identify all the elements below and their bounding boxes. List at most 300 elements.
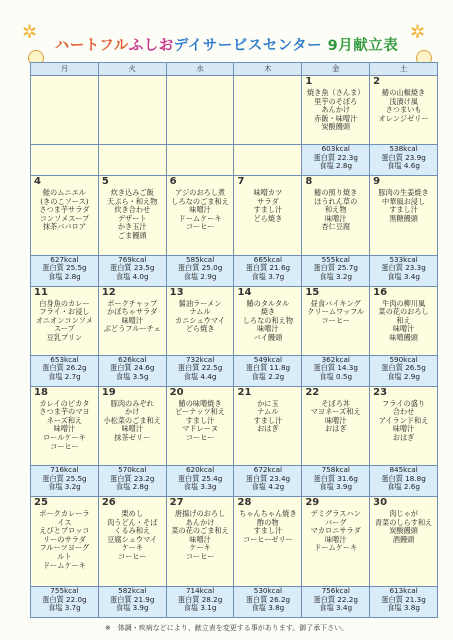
sparkle-icon: ✲ bbox=[410, 22, 426, 43]
nutrition-cell bbox=[31, 355, 99, 386]
menu-item: イス bbox=[57, 517, 72, 527]
menu-item: 中華風お浸し bbox=[382, 196, 426, 206]
menu-item: すまし汁 bbox=[253, 526, 283, 536]
nutrition-kcal: 653kcal bbox=[50, 355, 79, 364]
nutrition-cell bbox=[370, 145, 438, 176]
day-cell bbox=[166, 176, 234, 255]
menu-item: 炊き込みご飯 bbox=[110, 188, 154, 198]
menu-item: 味噌カツ bbox=[253, 188, 283, 198]
menu-item: 豆乳プリン bbox=[46, 332, 83, 342]
day-number: 18 bbox=[34, 386, 48, 398]
menu-item: リーのサラダ bbox=[42, 534, 86, 544]
menu-item: 抹茶ゼリー bbox=[114, 432, 151, 442]
menu-item: スープ bbox=[53, 324, 75, 334]
nutrition-salt: 食塩 3.9g bbox=[115, 603, 149, 613]
empty-cell bbox=[31, 76, 99, 145]
nutrition-protein: 蛋白質 23.3g bbox=[381, 263, 426, 273]
nutrition-kcal: 665kcal bbox=[253, 255, 283, 264]
menu-item: アジのおろし煮 bbox=[175, 188, 226, 198]
menu-item: 赤飯・味噌汁 bbox=[314, 113, 358, 123]
nutrition-salt: 食塩 3.2g bbox=[319, 271, 353, 281]
day-number: 27 bbox=[169, 497, 184, 509]
nutrition-salt: 食塩 2.8g bbox=[115, 482, 149, 492]
empty-cell bbox=[31, 145, 99, 176]
day-number: 25 bbox=[34, 497, 48, 509]
week-menu-row bbox=[31, 286, 438, 355]
nutrition-protein: 蛋白質 23.4g bbox=[245, 473, 291, 483]
nutrition-kcal: 362kcal bbox=[321, 355, 350, 364]
nutrition-cell bbox=[234, 355, 302, 386]
menu-item: 青菜のしらす和え bbox=[374, 517, 433, 527]
nutrition-protein: 蛋白質 26.2g bbox=[245, 594, 291, 604]
empty-cell bbox=[98, 145, 166, 176]
menu-item: ドームケーキ bbox=[42, 560, 86, 570]
menu-item: ごま饅頭 bbox=[117, 231, 147, 241]
day-cell bbox=[31, 497, 99, 587]
menu-item: ドームケーキ bbox=[314, 543, 358, 553]
nutrition-kcal: 626kcal bbox=[118, 355, 147, 364]
day-cell bbox=[302, 286, 370, 355]
menu-item: コーヒー bbox=[185, 552, 215, 562]
nutrition-kcal: 582kcal bbox=[118, 586, 147, 595]
day-cell bbox=[370, 76, 438, 145]
nutrition-cell bbox=[98, 255, 166, 286]
nutrition-protein: 蛋白質 22.2g bbox=[313, 594, 358, 604]
nutrition-cell bbox=[370, 587, 438, 618]
nutrition-cell bbox=[31, 255, 99, 286]
nutrition-kcal: 627kcal bbox=[50, 255, 79, 264]
nutrition-salt: 食塩 3.7g bbox=[48, 603, 81, 613]
nutrition-protein: 蛋白質 25.0g bbox=[177, 263, 223, 273]
day-cell bbox=[98, 386, 166, 465]
nutrition-protein: 蛋白質 21.9g bbox=[110, 594, 155, 604]
day-number: 7 bbox=[237, 176, 245, 188]
menu-item: コーヒー bbox=[185, 222, 215, 232]
nutrition-cell bbox=[302, 145, 370, 176]
nutrition-protein: 蛋白質 25.5g bbox=[42, 473, 87, 483]
nutrition-kcal: 769kcal bbox=[118, 255, 147, 264]
menu-calendar bbox=[30, 62, 438, 618]
menu-item: 豚肉のみぞれ bbox=[110, 398, 154, 408]
menu-item: さつま芋のマヨ bbox=[39, 407, 90, 417]
menu-item: コーヒー bbox=[50, 441, 79, 451]
day-cell bbox=[302, 76, 370, 145]
nutrition-salt: 食塩 4.0g bbox=[115, 271, 149, 281]
menu-item: すまし汁 bbox=[185, 415, 215, 425]
nutrition-cell bbox=[370, 255, 438, 286]
nutrition-cell bbox=[302, 255, 370, 286]
menu-item: ポークチャップ bbox=[107, 298, 158, 308]
nutrition-kcal: 555kcal bbox=[321, 255, 350, 264]
nutrition-kcal: 549kcal bbox=[253, 355, 283, 364]
nutrition-salt: 食塩 3.5g bbox=[115, 371, 149, 381]
day-number: 20 bbox=[169, 386, 184, 398]
menu-item: 焼き bbox=[260, 307, 276, 317]
menu-item: オニオンコンソメ bbox=[35, 315, 93, 325]
menu-item: 杏仁豆腐 bbox=[321, 222, 351, 232]
nutrition-cell bbox=[302, 587, 370, 618]
day-cell bbox=[31, 176, 99, 255]
week-menu-row bbox=[31, 386, 438, 465]
menu-item: 味噌汁 bbox=[53, 424, 76, 434]
menu-item: かけ bbox=[125, 407, 140, 417]
menu-item: しろなのごま和え bbox=[171, 196, 229, 206]
nutrition-kcal: 613kcal bbox=[389, 586, 418, 595]
day-cell bbox=[370, 176, 438, 255]
menu-item: バーグ bbox=[324, 517, 347, 527]
menu-item: コンソメスープ bbox=[39, 213, 90, 223]
day-number: 23 bbox=[373, 386, 388, 398]
nutrition-protein: 蛋白質 28.2g bbox=[177, 594, 223, 604]
day-number: 4 bbox=[34, 176, 41, 188]
day-number: 15 bbox=[305, 286, 320, 298]
menu-item: 和え bbox=[396, 315, 411, 325]
menu-item: 味噌汁 bbox=[189, 205, 211, 215]
weekday-header: 火 bbox=[98, 63, 166, 76]
menu-item: ケーキ bbox=[189, 543, 211, 553]
menu-item: ケーキ bbox=[121, 543, 144, 553]
menu-item: あんかけ bbox=[321, 105, 351, 115]
menu-item: コーヒー bbox=[321, 315, 350, 325]
menu-item: 昼食バイキング bbox=[310, 298, 361, 308]
menu-item: 白身魚のカレー bbox=[39, 298, 90, 308]
nutrition-protein: 蛋白質 21.3g bbox=[381, 594, 426, 604]
nutrition-cell bbox=[166, 255, 234, 286]
menu-item: 味噌汁 bbox=[121, 424, 144, 434]
menu-item: 菜の花のおろし bbox=[378, 307, 429, 317]
menu-item: おはぎ bbox=[324, 424, 347, 434]
day-cell bbox=[370, 497, 438, 587]
menu-item: ナムル bbox=[257, 407, 279, 417]
menu-item: フルーツヨーグ bbox=[39, 543, 90, 553]
day-number: 2 bbox=[373, 76, 381, 87]
menu-item: 栗めし bbox=[121, 509, 144, 519]
week-nutrition-row bbox=[31, 255, 438, 286]
nutrition-salt: 食塩 4.6g bbox=[387, 161, 420, 171]
nutrition-kcal: 530kcal bbox=[253, 586, 283, 595]
week-menu-row bbox=[31, 76, 438, 145]
day-cell bbox=[98, 176, 166, 255]
nutrition-protein: 蛋白質 22.0g bbox=[42, 594, 87, 604]
menu-item: カニシュウマイ bbox=[175, 315, 226, 325]
nutrition-protein: 蛋白質 24.6g bbox=[110, 363, 155, 373]
nutrition-kcal: 714kcal bbox=[185, 586, 215, 595]
day-cell bbox=[166, 286, 234, 355]
nutrition-salt: 食塩 3.7g bbox=[251, 271, 285, 281]
day-cell bbox=[31, 386, 99, 465]
nutrition-protein: 蛋白質 31.6g bbox=[313, 473, 358, 483]
menu-item: どら焼き bbox=[253, 213, 283, 223]
nutrition-kcal: 756kcal bbox=[321, 586, 350, 595]
page-title: ハートフルふしおデイサービスセンター 9月献立表 bbox=[54, 38, 399, 54]
menu-item: かき玉汁 bbox=[117, 222, 147, 232]
nutrition-protein: 蛋白質 25.5g bbox=[42, 263, 87, 273]
nutrition-cell bbox=[98, 355, 166, 386]
nutrition-cell bbox=[234, 587, 302, 618]
empty-cell bbox=[166, 145, 234, 176]
menu-item: 黒糖饅頭 bbox=[389, 213, 418, 223]
nutrition-salt: 食塩 2.8g bbox=[48, 271, 81, 281]
day-number: 11 bbox=[34, 286, 48, 298]
nutrition-cell bbox=[31, 466, 99, 497]
nutrition-kcal: 672kcal bbox=[253, 465, 283, 475]
menu-item: ピーナッツ和え bbox=[175, 407, 226, 417]
day-number: 6 bbox=[169, 176, 177, 188]
nutrition-salt: 食塩 3.9g bbox=[319, 482, 353, 492]
day-cell bbox=[98, 286, 166, 355]
nutrition-kcal: 758kcal bbox=[321, 465, 350, 475]
nutrition-salt: 食塩 2.9g bbox=[387, 371, 420, 381]
day-number: 30 bbox=[373, 497, 388, 509]
nutrition-kcal: 570kcal bbox=[118, 465, 147, 475]
menu-item: 味噌汁 bbox=[392, 424, 415, 434]
nutrition-cell bbox=[234, 466, 302, 497]
menu-item: 菜の花のごま和え bbox=[171, 526, 229, 536]
menu-item: 里芋のそぼろ bbox=[314, 96, 358, 106]
nutrition-protein: 蛋白質 11.8g bbox=[245, 363, 291, 373]
menu-item: 炊き合わせ bbox=[114, 205, 151, 215]
menu-item: すまし汁 bbox=[253, 205, 283, 215]
nutrition-protein: 蛋白質 23.5g bbox=[110, 263, 155, 273]
menu-item: ルト bbox=[57, 552, 72, 562]
weekday-header: 木 bbox=[234, 63, 302, 76]
menu-item: マヨネーズ和え bbox=[310, 407, 361, 417]
menu-item: ほうれん草の bbox=[314, 196, 358, 206]
menu-item: コーヒーゼリー bbox=[242, 534, 293, 544]
nutrition-kcal: 845kcal bbox=[389, 465, 418, 475]
menu-item: 酒饅頭 bbox=[392, 534, 415, 544]
menu-item: クリームワッフル bbox=[307, 307, 365, 317]
menu-item: 味噌汁 bbox=[189, 534, 211, 544]
empty-cell bbox=[98, 76, 166, 145]
menu-item: 豚肉の生姜焼き bbox=[378, 188, 429, 198]
menu-item: 酢の物 bbox=[257, 517, 279, 527]
menu-item: 鰆のタルタル bbox=[246, 298, 290, 308]
menu-item: すまし汁 bbox=[389, 205, 418, 215]
day-number bbox=[31, 76, 98, 89]
menu-item: ぶどうフルーチェ bbox=[103, 324, 161, 334]
menu-item: バイ饅頭 bbox=[253, 332, 283, 342]
menu-item: 天ぷら・和え物 bbox=[107, 196, 158, 206]
menu-item: 牛肉の柳川風 bbox=[382, 298, 426, 308]
nutrition-salt: 食塩 0.5g bbox=[319, 371, 353, 381]
week-nutrition-row bbox=[31, 145, 438, 176]
day-cell bbox=[370, 386, 438, 465]
menu-item: 醤油ラーメン bbox=[178, 298, 222, 308]
menu-item: 浅漬け風 bbox=[389, 96, 418, 106]
day-number: 26 bbox=[101, 497, 116, 509]
menu-item: おはぎ bbox=[257, 424, 279, 434]
nutrition-protein: 蛋白質 25.7g bbox=[313, 263, 358, 273]
nutrition-cell bbox=[302, 466, 370, 497]
sparkle-icon: ✲ bbox=[22, 22, 38, 43]
menu-item: 合わせ bbox=[392, 407, 415, 417]
nutrition-cell bbox=[166, 466, 234, 497]
menu-item: 鰆の照り焼き bbox=[314, 188, 358, 198]
menu-item: さつま芋サラダ bbox=[39, 205, 90, 215]
nutrition-salt: 食塩 3.1g bbox=[183, 603, 217, 613]
nutrition-salt: 食塩 2.2g bbox=[251, 371, 285, 381]
nutrition-kcal: 603kcal bbox=[321, 144, 350, 154]
nutrition-protein: 蛋白質 21.6g bbox=[245, 263, 291, 273]
day-cell bbox=[302, 497, 370, 587]
day-cell bbox=[166, 386, 234, 465]
day-number: 8 bbox=[305, 176, 313, 188]
day-number: 29 bbox=[305, 497, 320, 509]
nutrition-kcal: 538kcal bbox=[389, 144, 418, 154]
menu-item: ロールケーキ bbox=[42, 432, 86, 442]
menu-item: 炭酸饅頭 bbox=[321, 122, 351, 132]
nutrition-salt: 食塩 3.3g bbox=[183, 482, 217, 492]
menu-item: 豆腐シュウマイ bbox=[107, 534, 158, 544]
nutrition-cell bbox=[302, 355, 370, 386]
menu-item: 小松菜のごま和え bbox=[103, 415, 161, 425]
menu-item: 味噌汁 bbox=[257, 324, 279, 334]
day-number: 16 bbox=[373, 286, 388, 298]
menu-item: かぼちゃサラダ bbox=[107, 307, 158, 317]
menu-item: ネーズ和え bbox=[46, 415, 83, 425]
nutrition-cell bbox=[234, 255, 302, 286]
nutrition-salt: 食塩 3.4g bbox=[387, 271, 420, 281]
nutrition-salt: 食塩 3.8g bbox=[387, 603, 420, 613]
nutrition-cell bbox=[370, 466, 438, 497]
nutrition-salt: 食塩 2.9g bbox=[183, 271, 217, 281]
menu-item: 味噌饅頭 bbox=[389, 332, 418, 342]
menu-item: くるみ和え bbox=[114, 526, 151, 536]
menu-item: 鮭のムニエル bbox=[42, 188, 86, 198]
menu-item: おはぎ bbox=[392, 432, 415, 442]
menu-item: 和え物 bbox=[324, 205, 347, 215]
weekday-header-row bbox=[31, 63, 438, 76]
nutrition-salt: 食塩 4.2g bbox=[251, 482, 285, 492]
empty-cell bbox=[234, 76, 302, 145]
day-number: 21 bbox=[237, 386, 252, 398]
menu-item: コーヒー bbox=[118, 552, 147, 562]
menu-item: コーヒー bbox=[185, 432, 215, 442]
day-number: 12 bbox=[101, 286, 116, 298]
menu-item: 肉じゃが bbox=[389, 509, 418, 519]
menu-item: 唐揚げのおろし bbox=[174, 509, 226, 519]
menu-item: あんかけ bbox=[185, 517, 215, 527]
nutrition-protein: 蛋白質 23.9g bbox=[381, 152, 426, 162]
day-number: 13 bbox=[169, 286, 184, 298]
nutrition-cell bbox=[98, 466, 166, 497]
day-cell bbox=[302, 176, 370, 255]
nutrition-protein: 蛋白質 22.5g bbox=[177, 363, 223, 373]
day-number: 14 bbox=[237, 286, 252, 298]
day-cell bbox=[31, 286, 99, 355]
nutrition-kcal: 533kcal bbox=[389, 255, 418, 264]
menu-item: 鰆の山椒焼き bbox=[382, 88, 426, 97]
menu-item: サラダ bbox=[257, 196, 279, 206]
nutrition-salt: 食塩 2.6g bbox=[387, 482, 420, 492]
menu-item: 肉うどん・そば bbox=[107, 517, 158, 527]
menu-item: さつまいも bbox=[385, 105, 422, 115]
menu-item: ナムル bbox=[189, 307, 211, 317]
day-number: 28 bbox=[237, 497, 252, 509]
day-number: 1 bbox=[305, 76, 313, 87]
day-cell bbox=[302, 386, 370, 465]
menu-item: しろなの和え物 bbox=[242, 315, 294, 325]
day-cell bbox=[234, 386, 302, 465]
menu-item: 焼き魚（さんま） bbox=[306, 88, 365, 97]
weekday-header: 金 bbox=[302, 63, 370, 76]
nutrition-kcal: 590kcal bbox=[389, 355, 418, 364]
day-cell bbox=[234, 497, 302, 587]
menu-item: 味噌汁 bbox=[121, 315, 144, 325]
nutrition-cell bbox=[166, 355, 234, 386]
day-number: 5 bbox=[101, 176, 109, 188]
menu-item: 味噌汁 bbox=[324, 213, 347, 223]
week-nutrition-row bbox=[31, 355, 438, 386]
menu-item: えびとブロッコ bbox=[39, 526, 90, 536]
menu-item: デミグラスハン bbox=[310, 509, 361, 519]
day-cell bbox=[370, 286, 438, 355]
week-nutrition-row bbox=[31, 466, 438, 497]
day-cell bbox=[166, 497, 234, 587]
nutrition-cell bbox=[31, 587, 99, 618]
week-menu-row bbox=[31, 176, 438, 255]
menu-item: どら焼き bbox=[185, 324, 215, 334]
nutrition-protein: 蛋白質 25.4g bbox=[177, 473, 223, 483]
menu-item: ドームケーキ bbox=[178, 213, 222, 223]
day-number: 22 bbox=[305, 386, 320, 398]
weekday-header: 月 bbox=[31, 63, 99, 76]
day-number: 9 bbox=[373, 176, 381, 188]
menu-item: ちゃんちゃん焼き bbox=[239, 509, 297, 519]
nutrition-protein: 蛋白質 26.5g bbox=[381, 363, 426, 373]
menu-item: 味噌汁 bbox=[392, 324, 415, 334]
day-number bbox=[234, 76, 301, 89]
menu-item: (きのこソース) bbox=[40, 196, 89, 206]
menu-item: 味噌汁 bbox=[324, 415, 347, 425]
day-cell bbox=[98, 497, 166, 587]
weekday-header: 水 bbox=[166, 63, 234, 76]
menu-item: アイランド和え bbox=[378, 415, 429, 425]
nutrition-salt: 食塩 2.7g bbox=[48, 371, 81, 381]
menu-item: ポークカレーラ bbox=[39, 509, 90, 519]
nutrition-kcal: 620kcal bbox=[185, 465, 215, 475]
nutrition-protein: 蛋白質 18.8g bbox=[381, 473, 426, 483]
week-nutrition-row bbox=[31, 587, 438, 618]
week-menu-row bbox=[31, 497, 438, 587]
nutrition-salt: 食塩 3.8g bbox=[251, 603, 285, 613]
menu-item: マドレーヌ bbox=[182, 424, 219, 434]
menu-item: フライの盛り bbox=[382, 398, 426, 408]
day-number: 19 bbox=[101, 386, 116, 398]
day-cell bbox=[234, 176, 302, 255]
nutrition-protein: 蛋白質 23.2g bbox=[110, 473, 155, 483]
day-number bbox=[99, 76, 166, 89]
menu-item: かに玉 bbox=[257, 398, 279, 408]
nutrition-cell bbox=[98, 587, 166, 618]
menu-item: デザート bbox=[117, 213, 147, 223]
menu-item: そぼろ丼 bbox=[321, 398, 351, 408]
nutrition-salt: 食塩 4.4g bbox=[183, 371, 217, 381]
menu-item: 味噌汁 bbox=[324, 534, 347, 544]
menu-item: 鰆の味噌焼き bbox=[178, 398, 222, 408]
menu-item: 炭酸饅頭 bbox=[389, 526, 418, 536]
empty-cell bbox=[234, 145, 302, 176]
day-cell bbox=[234, 286, 302, 355]
menu-item: カレイのピカタ bbox=[39, 398, 90, 408]
nutrition-protein: 蛋白質 26.2g bbox=[42, 363, 87, 373]
nutrition-kcal: 755kcal bbox=[50, 586, 79, 595]
nutrition-cell bbox=[370, 355, 438, 386]
weekday-header: 土 bbox=[370, 63, 438, 76]
nutrition-salt: 食塩 2.8g bbox=[319, 161, 353, 171]
menu-item: 抹茶ババロア bbox=[42, 222, 86, 232]
